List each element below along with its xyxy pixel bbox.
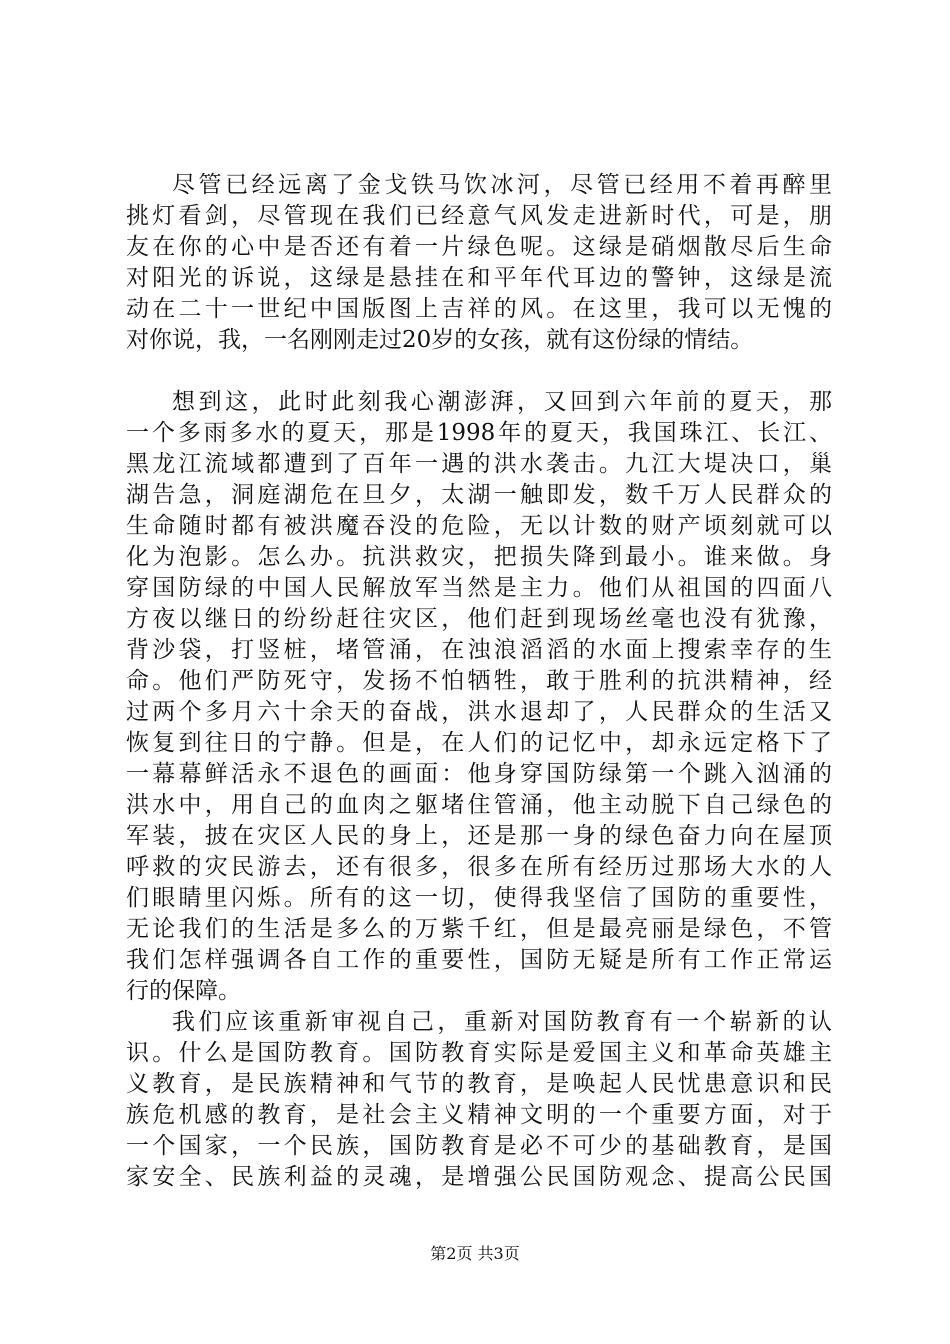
text-line: 一幕幕鲜活永不退色的画面：他身穿国防绿第一个跳入汹涌的: [126, 761, 832, 787]
text-line: 族危机感的教育，是社会主义精神文明的一个重要方面，对于: [126, 1102, 832, 1128]
text-line: 过两个多月六十余天的奋战，洪水退却了，人民群众的生活又: [126, 699, 832, 725]
text-line: 动在二十一世纪中国版图上吉祥的风。在这里，我可以无愧的: [126, 296, 832, 322]
text-line: 方夜以继日的纷纷赶往灾区，他们赶到现场丝毫也没有犹豫，: [126, 606, 832, 632]
page-footer: [0, 1244, 950, 1264]
text-line: 生命随时都有被洪魔吞没的危险，无以计数的财产顷刻就可以: [126, 513, 832, 539]
text-line: 背沙袋，打竖桩，堵管涌，在浊浪滔滔的水面上搜索幸存的生: [126, 637, 832, 663]
text-line: 穿国防绿的中国人民解放军当然是主力。他们从祖国的四面八: [126, 575, 832, 601]
text-line: 化为泡影。怎么办。抗洪救灾，把损失降到最小。谁来做。身: [126, 544, 832, 570]
text-line: 们眼睛里闪烁。所有的这一切，使得我坚信了国防的重要性，: [126, 885, 832, 911]
text-line: 一个国家，一个民族，国防教育是必不可少的基础教育，是国: [126, 1133, 832, 1159]
document-body: [126, 170, 832, 1193]
text-line: 湖告急，洞庭湖危在旦夕，太湖一触即发，数千万人民群众的: [126, 482, 832, 508]
text-line: 洪水中，用自己的血肉之躯堵住管涌，他主动脱下自己绿色的: [126, 792, 832, 818]
paragraph-3: [126, 1007, 832, 1193]
text-line: 挑灯看剑，尽管现在我们已经意气风发走进新时代，可是，朋: [126, 203, 832, 229]
text-line: 想到这，此时此刻我心潮澎湃，又回到六年前的夏天，那: [172, 389, 832, 415]
text-line: 家安全、民族利益的灵魂，是增强公民国防观念、提高公民国: [126, 1164, 832, 1190]
text-line: 无论我们的生活是多么的万紫千红，但是最亮丽是绿色，不管: [126, 916, 832, 942]
text-line: 对你说，我，一名刚刚走过20岁的女孩，就有这份绿的情结。: [126, 327, 754, 353]
page-number-label: 第2页 共3页: [430, 1244, 520, 1263]
text-line: 义教育，是民族精神和气节的教育，是唤起人民忧患意识和民: [126, 1071, 832, 1097]
text-line: 呼救的灾民游去，还有很多，很多在所有经历过那场大水的人: [126, 854, 832, 880]
paragraph-2: [126, 387, 832, 1007]
paragraph-spacer: [126, 356, 832, 387]
text-line: 命。他们严防死守，发扬不怕牺牲，敢于胜利的抗洪精神，经: [126, 668, 832, 694]
text-line: 识。什么是国防教育。国防教育实际是爱国主义和革命英雄主: [126, 1040, 832, 1066]
text-line: 恢复到往日的宁静。但是，在人们的记忆中，却永远定格下了: [126, 730, 832, 756]
paragraph-1: [126, 170, 832, 356]
text-line: 对阳光的诉说，这绿是悬挂在和平年代耳边的警钟，这绿是流: [126, 265, 832, 291]
text-line: 黑龙江流域都遭到了百年一遇的洪水袭击。九江大堤决口，巢: [126, 451, 832, 477]
text-line: 尽管已经远离了金戈铁马饮冰河，尽管已经用不着再醉里: [172, 172, 832, 198]
text-line: 友在你的心中是否还有着一片绿色呢。这绿是硝烟散尽后生命: [126, 234, 832, 260]
text-line: 军装，披在灾区人民的身上，还是那一身的绿色奋力向在屋顶: [126, 823, 832, 849]
text-line: 我们怎样强调各自工作的重要性，国防无疑是所有工作正常运: [126, 947, 832, 973]
text-line: 我们应该重新审视自己，重新对国防教育有一个崭新的认: [172, 1009, 832, 1035]
text-line: 行的保障。: [126, 978, 241, 1004]
text-line: 一个多雨多水的夏天，那是1998年的夏天，我国珠江、长江、: [126, 420, 832, 446]
